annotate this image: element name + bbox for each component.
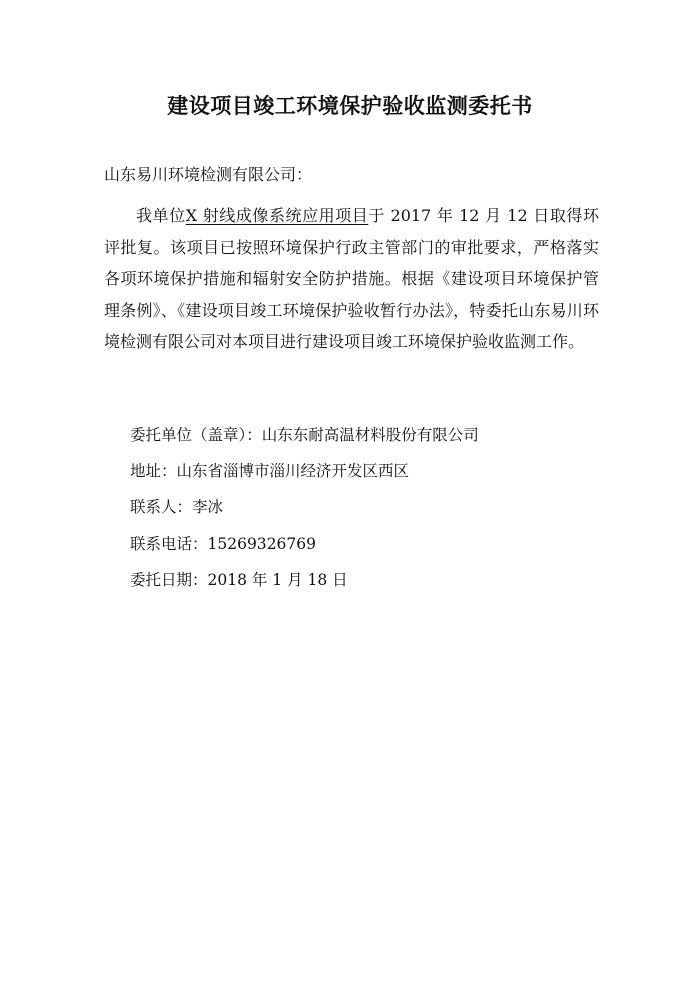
address-line: 地址：山东省淄博市淄川经济开发区西区: [130, 462, 410, 480]
commission-date-line: 委托日期：2018 年 1 月 18 日: [130, 571, 348, 589]
contact-phone-line: 联系电话：15269326769: [130, 535, 316, 553]
contact-person-line: 联系人：李冰: [130, 498, 224, 516]
project-name: X 射线成像系统应用项目: [185, 206, 369, 225]
document-title: 建设项目竣工环境保护验收监测委托书: [167, 94, 533, 118]
body-paragraph: [104, 200, 599, 358]
client-unit-line: 委托单位（盖章）：山东东耐高温材料股份有限公司: [130, 426, 479, 444]
body-rest-text: 于 2017 年 12 月 12 日取得环评批复。该项目已按照环境保护行政主管部门的审批要求，严格落实各项环境保护措施和辐射安全防护措施。根据《建设项目环境保护管理条例》、《建设项目竣工环境保护验收暂行办法》，特委托山东易川环境检测有限公司对本项目进行建设项目竣工环境保护验收监测工作。: [104, 206, 599, 351]
addressee: 山东易川环境检测有限公司：: [104, 165, 313, 184]
body-lead-text: 我单位: [136, 206, 186, 225]
